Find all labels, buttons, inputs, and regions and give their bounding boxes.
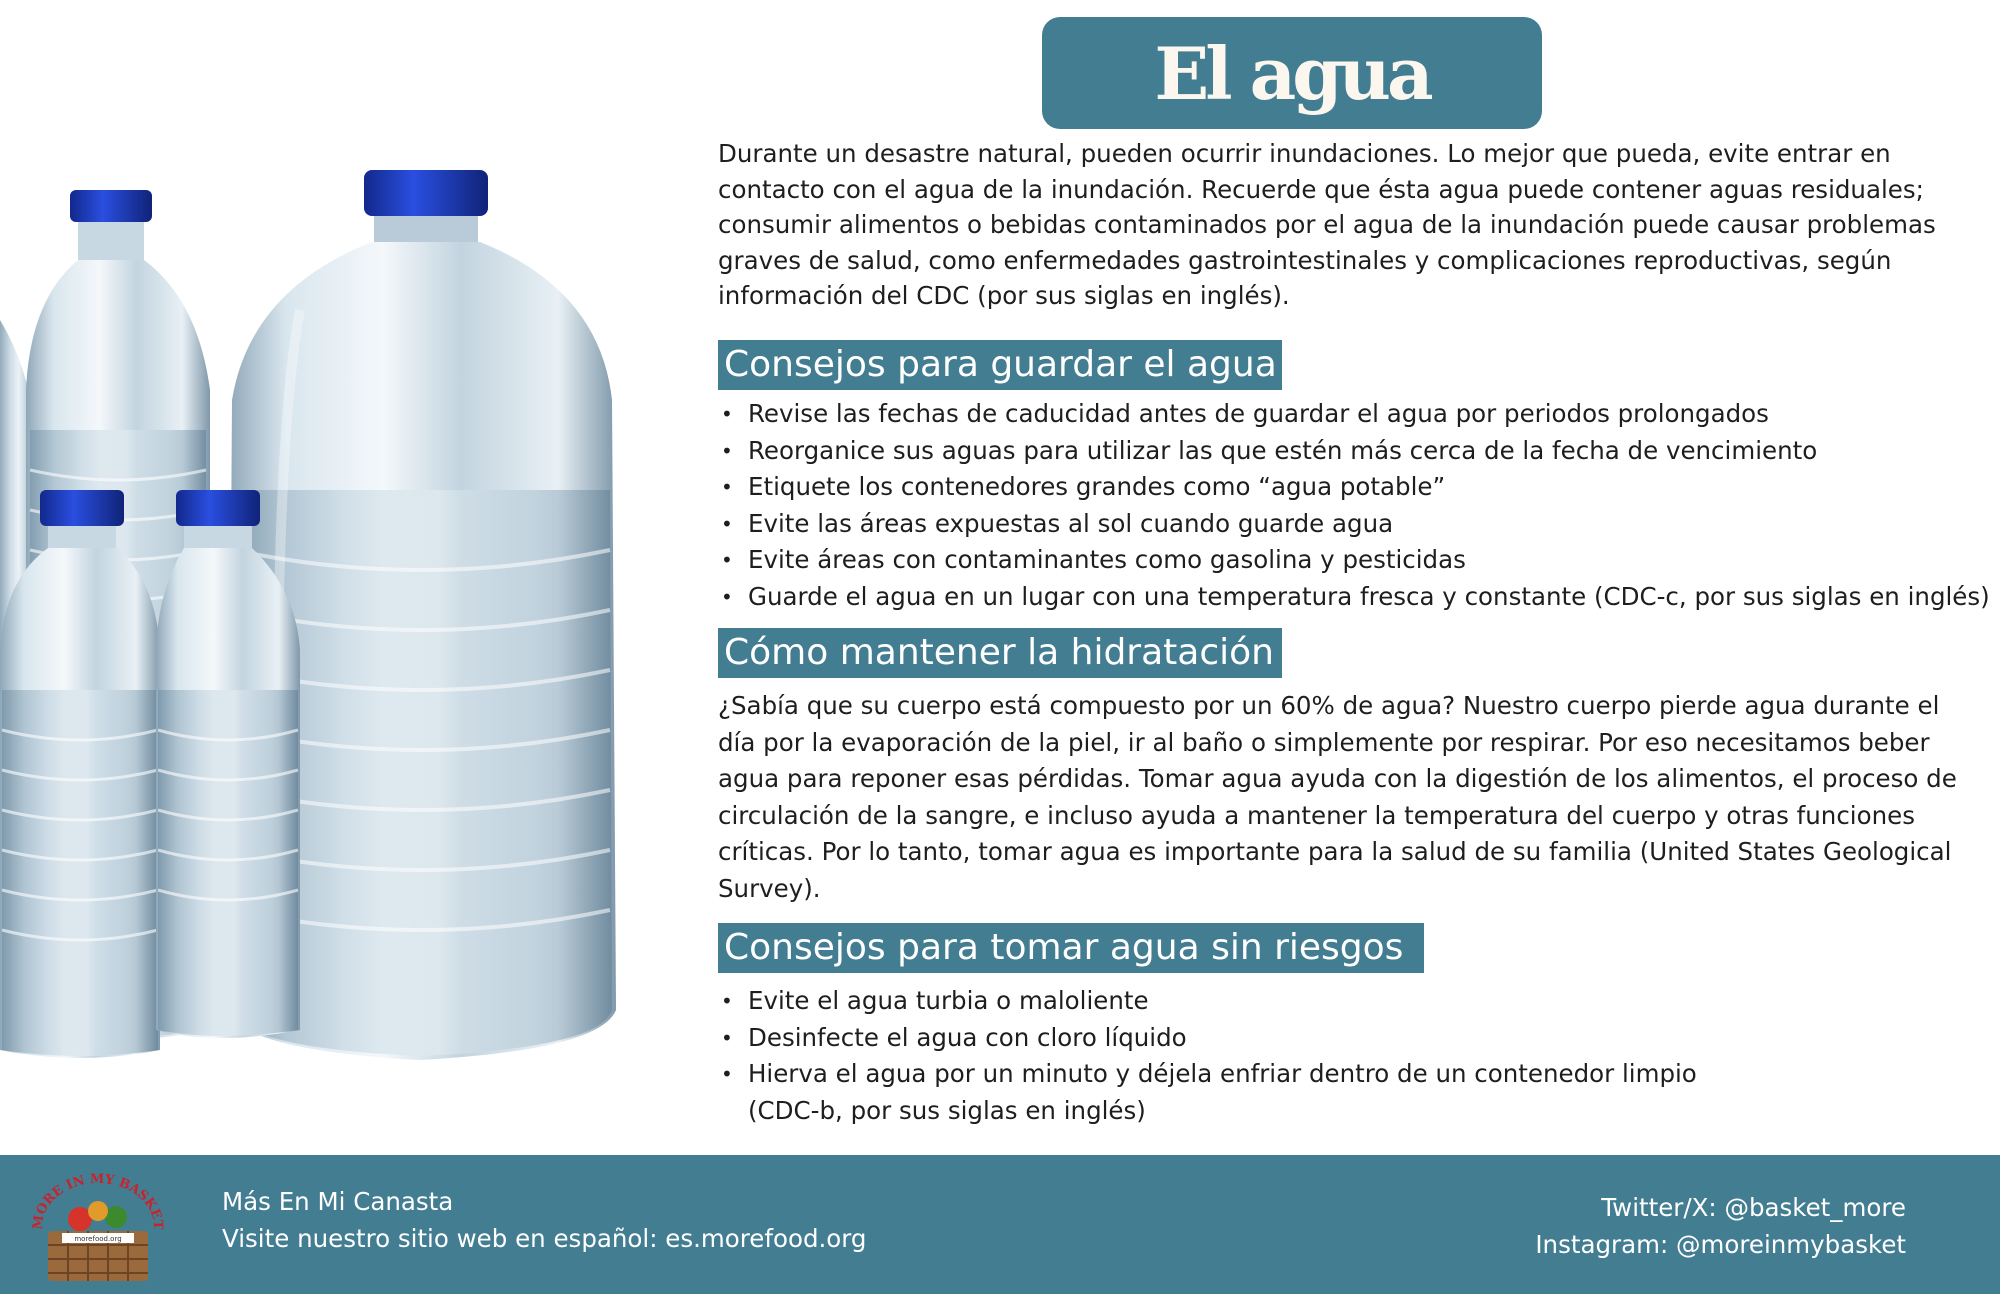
list-item: • Guarde el agua en un lugar con una temperatura fresca y constante (CDC-c, por sus siglas en inglés) xyxy=(718,579,1968,616)
list-item: • Revise las fechas de caducidad antes de guardar el agua por periodos prolongados xyxy=(718,396,1968,433)
safety-section xyxy=(718,983,1718,1129)
list-item: • Evite áreas con contaminantes como gasolina y pesticidas xyxy=(718,542,1968,579)
twitter-handle[interactable]: Twitter/X: @basket_more xyxy=(1601,1193,1906,1222)
list-item: • Reorganice sus aguas para utilizar las que estén más cerca de la fecha de vencimiento xyxy=(718,433,1968,470)
more-in-my-basket-logo xyxy=(28,1169,168,1285)
safety-list xyxy=(718,983,1718,1129)
storage-list xyxy=(718,396,1990,615)
intro-section xyxy=(718,136,1968,314)
org-name: Más En Mi Canasta xyxy=(222,1187,454,1216)
list-item: • Desinfecte el agua con cloro líquido xyxy=(718,1020,1718,1057)
page-title: El agua xyxy=(1154,30,1430,116)
list-item: • Evite el agua turbia o maloliente xyxy=(718,983,1718,1020)
bottle-small-left xyxy=(0,490,160,1058)
storage-heading: Consejos para guardar el agua xyxy=(718,340,1282,390)
logo-text: MORE IN MY BASKET xyxy=(30,1171,166,1231)
footer xyxy=(0,1155,2000,1294)
org-info xyxy=(222,1183,866,1257)
list-item: • Etiquete los contenedores grandes como “agua potable” xyxy=(718,469,1968,506)
list-item: • Evite las áreas expuestas al sol cuando guarde agua xyxy=(718,506,1968,543)
logo-url: morefood.org xyxy=(74,1235,122,1243)
safety-heading: Consejos para tomar agua sin riesgos xyxy=(718,923,1424,973)
instagram-handle[interactable]: Instagram: @moreinmybasket xyxy=(1535,1230,1906,1259)
water-bottles-image xyxy=(0,170,640,1070)
list-item: • Hierva el agua por un minuto y déjela enfriar dentro de un contenedor limpio (CDC-b, por sus siglas en inglés) xyxy=(718,1056,1748,1129)
hydration-heading: Cómo mantener la hidratación xyxy=(718,628,1282,678)
social-links xyxy=(1535,1189,1906,1263)
website-link[interactable]: Visite nuestro sitio web en español: es.morefood.org xyxy=(222,1224,867,1253)
title-banner xyxy=(1042,17,1542,129)
hydration-paragraph: ¿Sabía que su cuerpo está compuesto por un 60% de agua? Nuestro cuerpo pierde agua durante el día por la evaporación de la piel, ir al baño o simplemente por respirar. Por eso necesitamos beber agua para reponer esas pérdidas. Tomar agua ayuda con la digestión de los alimentos, el proceso de circulación de la sangre, e incluso ayuda a mantener la temperatura del cuerpo y otras funciones críticas. Por lo tanto, tomar agua es importante para la salud de su familia (United States Geological Survey). xyxy=(718,691,1957,903)
intro-paragraph: Durante un desastre natural, pueden ocurrir inundaciones. Lo mejor que pueda, evite entrar en contacto con el agua de la inundación. Recuerde que ésta agua puede contener aguas residuales; consumir alimentos o bebidas contaminados por el agua de la inundación puede causar problemas graves de salud, como enfermedades gastrointestinales y complicaciones reproductivas, según información del CDC (por sus siglas en inglés). xyxy=(718,139,1936,310)
hydration-section xyxy=(718,688,1968,907)
storage-section xyxy=(718,396,1990,615)
